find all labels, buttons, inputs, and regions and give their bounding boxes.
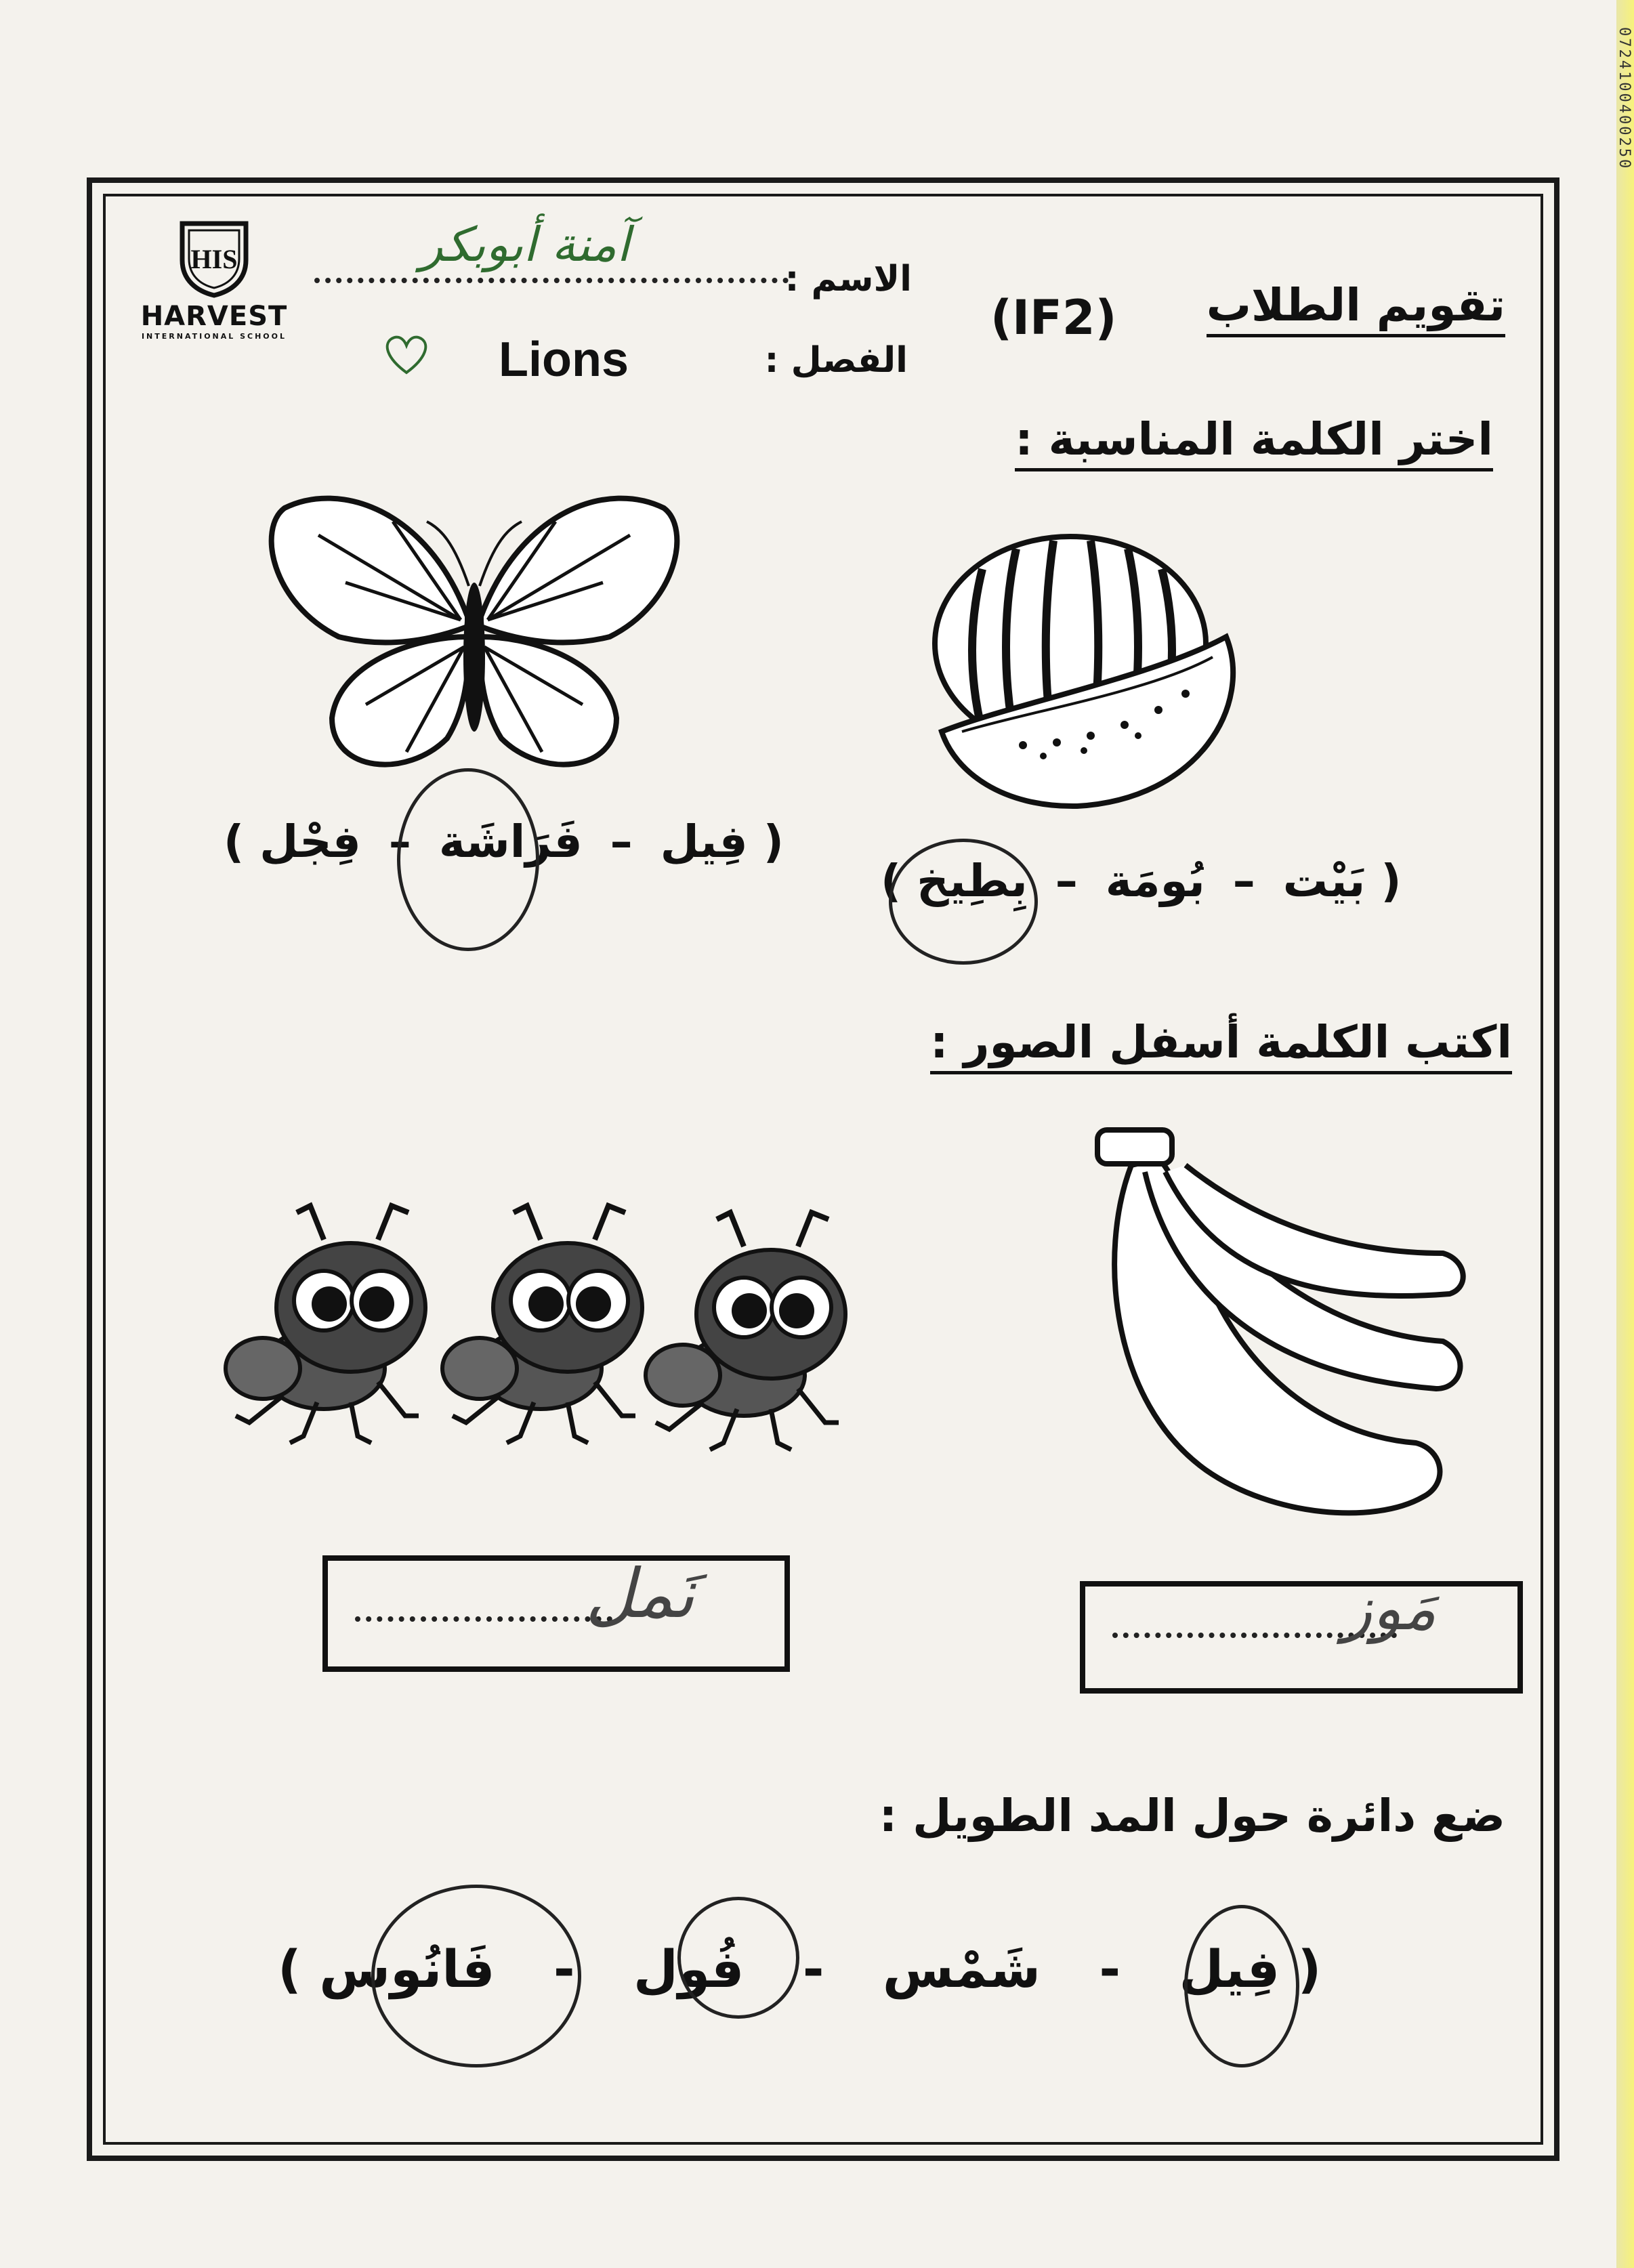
close-paren: ) (224, 816, 245, 868)
edge-code: 0724100400250 (1616, 27, 1633, 171)
written-answer-banana: مَوز (1343, 1573, 1437, 1644)
banana-icon (1057, 1118, 1490, 1538)
choice-word[interactable]: فِجْل (259, 816, 361, 868)
butterfly-icon (257, 481, 691, 793)
answer-dotted-line (355, 1603, 612, 1622)
section1-heading: اختر الكلمة المناسبة : (1015, 413, 1493, 471)
choice-separator: – (388, 816, 411, 868)
open-paren: ( (1381, 855, 1402, 907)
choice-word[interactable]: فِيل (660, 816, 748, 868)
answer-circle (397, 768, 539, 951)
word-separator: - (553, 1939, 575, 1999)
section3-heading: ضع دائرة حول المد الطويل : (879, 1790, 1505, 1842)
choice-separator: – (1232, 855, 1255, 907)
choice-word[interactable]: فَرَاشَة (438, 816, 583, 868)
student-name: آمنة أبوبكر (420, 217, 630, 272)
choice-word[interactable]: بَيْت (1282, 855, 1366, 907)
answer-circle (1184, 1905, 1299, 2067)
worksheet-code: (IF2) (990, 290, 1117, 345)
close-paren: ) (881, 855, 902, 907)
choice-separator: – (1055, 855, 1078, 907)
choice-word[interactable]: بُومَة (1105, 855, 1205, 907)
vowel-word[interactable]: فُول (633, 1939, 745, 1999)
watermelon-icon (928, 528, 1253, 826)
answer-circle (677, 1897, 799, 2019)
shield-icon (177, 218, 251, 298)
word-separator: - (802, 1939, 824, 1999)
school-logo (140, 218, 289, 347)
school-name: HARVEST (140, 301, 288, 332)
ants-icon (222, 1199, 859, 1456)
class-value: Lions (499, 333, 629, 387)
vowel-word[interactable]: فَانُوس (319, 1939, 495, 1999)
logo-letters: HIS (190, 244, 238, 274)
class-label: الفصل : (764, 340, 908, 381)
choice-word[interactable]: بِطِيخ (917, 855, 1028, 907)
vowel-word[interactable]: شَمْس (882, 1939, 1041, 1999)
close-paren: ) (278, 1939, 301, 1999)
word-separator: - (1099, 1939, 1121, 1999)
heart-icon (379, 327, 434, 381)
open-paren: ( (763, 816, 784, 868)
answer-circle (371, 1885, 581, 2067)
vowel-word[interactable]: فِيل (1179, 1939, 1280, 1999)
answer-circle (889, 839, 1038, 965)
open-paren: ( (1297, 1939, 1322, 1999)
choice-separator: – (610, 816, 633, 868)
page-edge-strip (1616, 0, 1634, 2268)
school-subtitle: INTERNATIONAL SCHOOL (141, 332, 287, 341)
section2-heading: اكتب الكلمة أسفل الصور : (930, 1016, 1512, 1074)
page-title: تقويم الطلاب (1207, 279, 1505, 337)
written-answer-ants: نَمل (585, 1554, 695, 1633)
answer-box-ants[interactable] (322, 1555, 790, 1672)
name-label: الاسم : (784, 259, 912, 299)
answer-box-banana[interactable] (1080, 1573, 1523, 1694)
